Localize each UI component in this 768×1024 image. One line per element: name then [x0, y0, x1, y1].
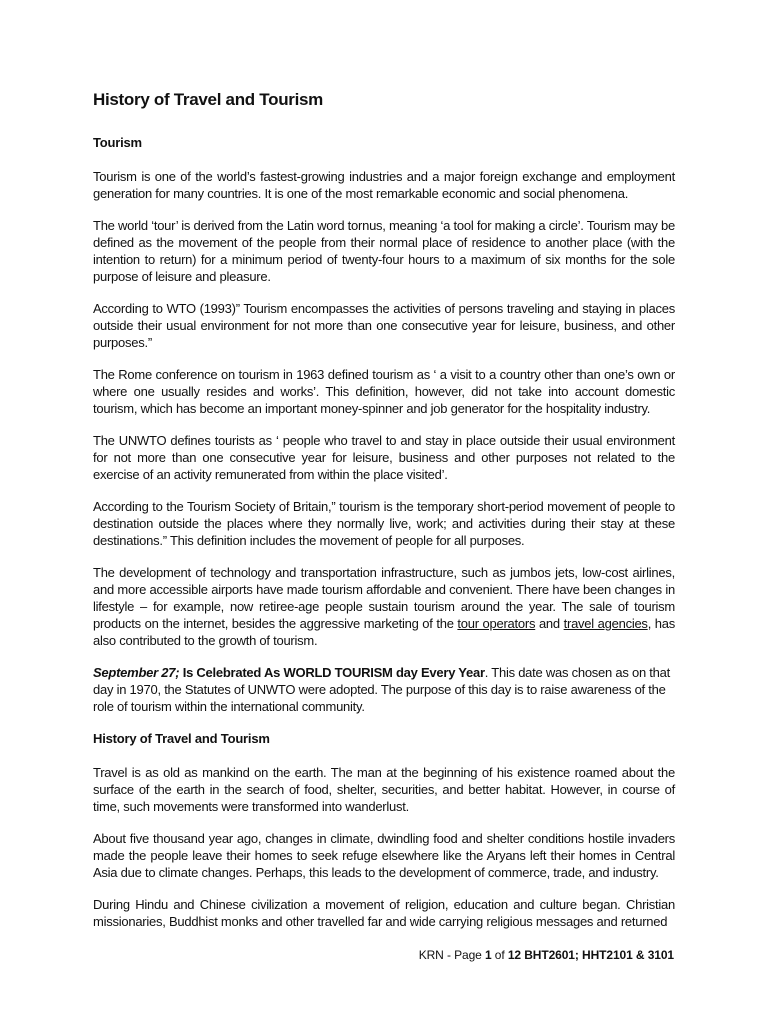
paragraph-wto-definition: According to WTO (1993)” Tourism encompasses the activities of persons traveling and staying in places outside their usual environment for not more than one consecutive year for leisure, business, and other purposes.”	[93, 301, 675, 350]
paragraph-intro: Tourism is one of the world’s fastest-growing industries and a major foreign exchange and employment generation for many countries. It is one of the most remarkable economic and social phenomena.	[93, 169, 675, 201]
travel-agencies-link[interactable]: travel agencies	[563, 616, 648, 631]
footer-prefix: KRN - Page	[418, 948, 485, 962]
paragraph-history-migration: About five thousand year ago, changes in climate, dwindling food and shelter conditions hostile invaders made the people leave their homes to seek refuge elsewhere like the Aryans left their homes in Central Asia due to climate changes. Perhaps, this leads to the development of commerce, trade, and industry.	[93, 831, 675, 880]
paragraph-text: . This date was chosen as on that day in 1970, the Statutes of UNWTO were adopted. The purpose of this day is to raise awareness of the role of tourism within the international community.	[93, 665, 670, 714]
section-heading-tourism: Tourism	[93, 135, 142, 150]
section-heading-history: History of Travel and Tourism	[93, 731, 270, 746]
tourism-day-date: September 27;	[93, 665, 180, 680]
paragraph-rome-conference: The Rome conference on tourism in 1963 defined tourism as ‘ a visit to a country other than one’s own or where one usually resides and works’. This definition, however, did not take into account domestic tourism, which has become an important money-spinner and job generator for the hospitality industry.	[93, 367, 675, 416]
footer-page-current: 1	[484, 948, 492, 962]
paragraph-text: and	[535, 616, 564, 631]
page-footer	[419, 948, 674, 962]
tourism-day-statement: Is Celebrated As WORLD TOURISM day Every Year	[179, 665, 485, 680]
paragraph-world-tourism-day	[93, 664, 675, 715]
paragraph-tourism-society: According to the Tourism Society of Britain,” tourism is the temporary short-period movement of people to destination outside the places where they normally live, work; and activities during their stay at these destinations.” This definition includes the movement of people for all purposes.	[93, 499, 675, 548]
footer-page-total: 12	[507, 948, 521, 962]
paragraph-history-civilization: During Hindu and Chinese civilization a movement of religion, education and culture began. Christian missionaries, Buddhist monks and other travelled far and wide carrying religious messages and returned	[93, 897, 675, 929]
paragraph-word-origin: The world ‘tour’ is derived from the Latin word tornus, meaning ‘a tool for making a circle’. Tourism may be defined as the movement of the people from their normal place of residence to another place (with the intention to return) for a minimum period of twenty-four hours to a maximum of six months for the sole purpose of leisure and pleasure.	[93, 218, 675, 284]
footer-course-codes: BHT2601; HHT2101 & 3101	[520, 948, 674, 962]
footer-of-text: of	[491, 948, 508, 962]
paragraph-technology-development	[93, 564, 675, 649]
paragraph-unwto-definition: The UNWTO defines tourists as ‘ people who travel to and stay in place outside their usual environment for not more than one consecutive year for leisure, business and other purposes not related to the exercise of an activity remunerated from within the place visited’.	[93, 433, 675, 482]
document-title: History of Travel and Tourism	[93, 90, 323, 109]
paragraph-history-mankind: Travel is as old as mankind on the earth. The man at the beginning of his existence roamed about the surface of the earth in the search of food, shelter, securities, and better habitat. However, in course of time, such movements were transformed into wanderlust.	[93, 765, 675, 814]
tour-operators-link[interactable]: tour operators	[457, 616, 536, 631]
paragraph-text: , has also contributed to the growth of tourism.	[93, 616, 675, 648]
paragraph-text: The development of technology and transportation infrastructure, such as jumbos jets, low-cost airlines, and more accessible airports have made tourism affordable and convenient. There have been changes in lifestyle – for example, now retiree-age people sustain tourism around the year. The sale of tourism products on the internet, besides the aggressive marketing of the	[93, 565, 675, 631]
document-body	[93, 89, 675, 945]
